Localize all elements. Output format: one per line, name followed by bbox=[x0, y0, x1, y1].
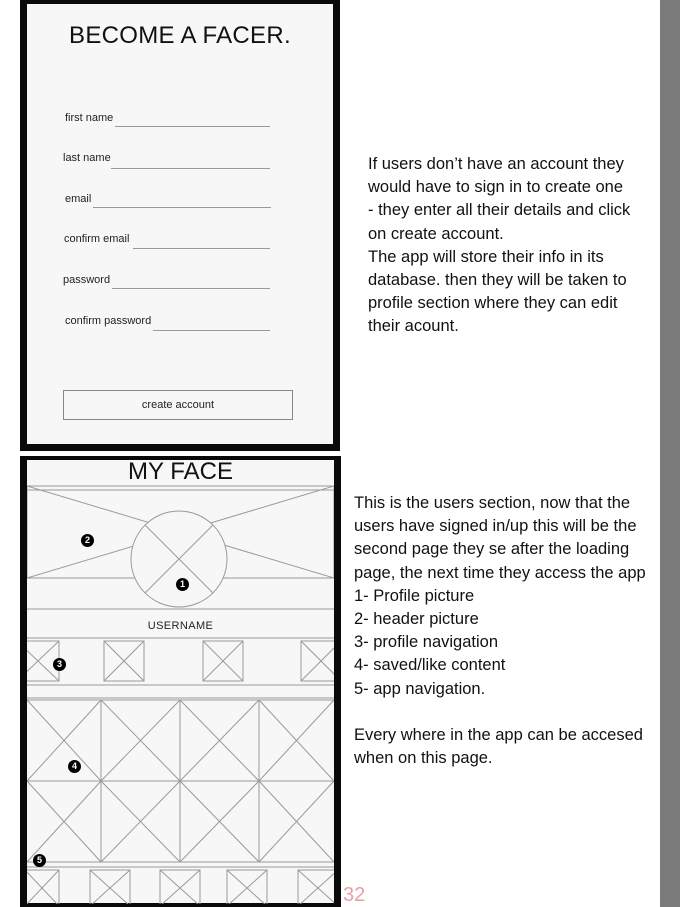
email-field[interactable] bbox=[93, 207, 271, 208]
username-label: USERNAME bbox=[147, 620, 214, 632]
email-label: email bbox=[65, 193, 92, 205]
marker-2: 2 bbox=[81, 534, 94, 547]
profile-description: This is the users section, now that the users have signed in/up this will be the second page they se after the loading page, the next time they access the app 1- Profile picture 2- header picture 3- profile navigation 4- saved/like content 5- app navigation. Every where in the app can be accesed when on this page. bbox=[354, 494, 646, 768]
password-label: password bbox=[63, 274, 111, 286]
confirm-password-label: confirm password bbox=[65, 315, 152, 327]
password-field[interactable] bbox=[112, 288, 270, 289]
page-number: 32 bbox=[343, 884, 366, 906]
profile-title: MY FACE bbox=[128, 458, 233, 485]
last-name-label: last name bbox=[63, 152, 111, 164]
signup-title: BECOME A FACER. bbox=[69, 22, 291, 49]
marker-1: 1 bbox=[176, 578, 189, 591]
confirm-email-field[interactable] bbox=[133, 248, 270, 249]
marker-3: 3 bbox=[53, 658, 66, 671]
signup-wireframe bbox=[20, 0, 340, 451]
create-account-button[interactable]: create account bbox=[63, 390, 293, 420]
profile-wireframe-graphic bbox=[27, 460, 334, 904]
marker-4: 4 bbox=[68, 760, 81, 773]
confirm-email-label: confirm email bbox=[64, 233, 130, 245]
last-name-field[interactable] bbox=[111, 168, 270, 169]
marker-5: 5 bbox=[33, 854, 46, 867]
profile-wireframe bbox=[20, 456, 341, 907]
confirm-password-field[interactable] bbox=[153, 330, 270, 331]
first-name-field[interactable] bbox=[115, 126, 270, 127]
signup-description: If users don’t have an account they would have to sign in to create one - they enter all their details and click on create account. The app will store their info in its database. then they will be taken to profile section where they can edit their acount. bbox=[368, 155, 631, 336]
first-name-label: first name bbox=[65, 112, 114, 124]
